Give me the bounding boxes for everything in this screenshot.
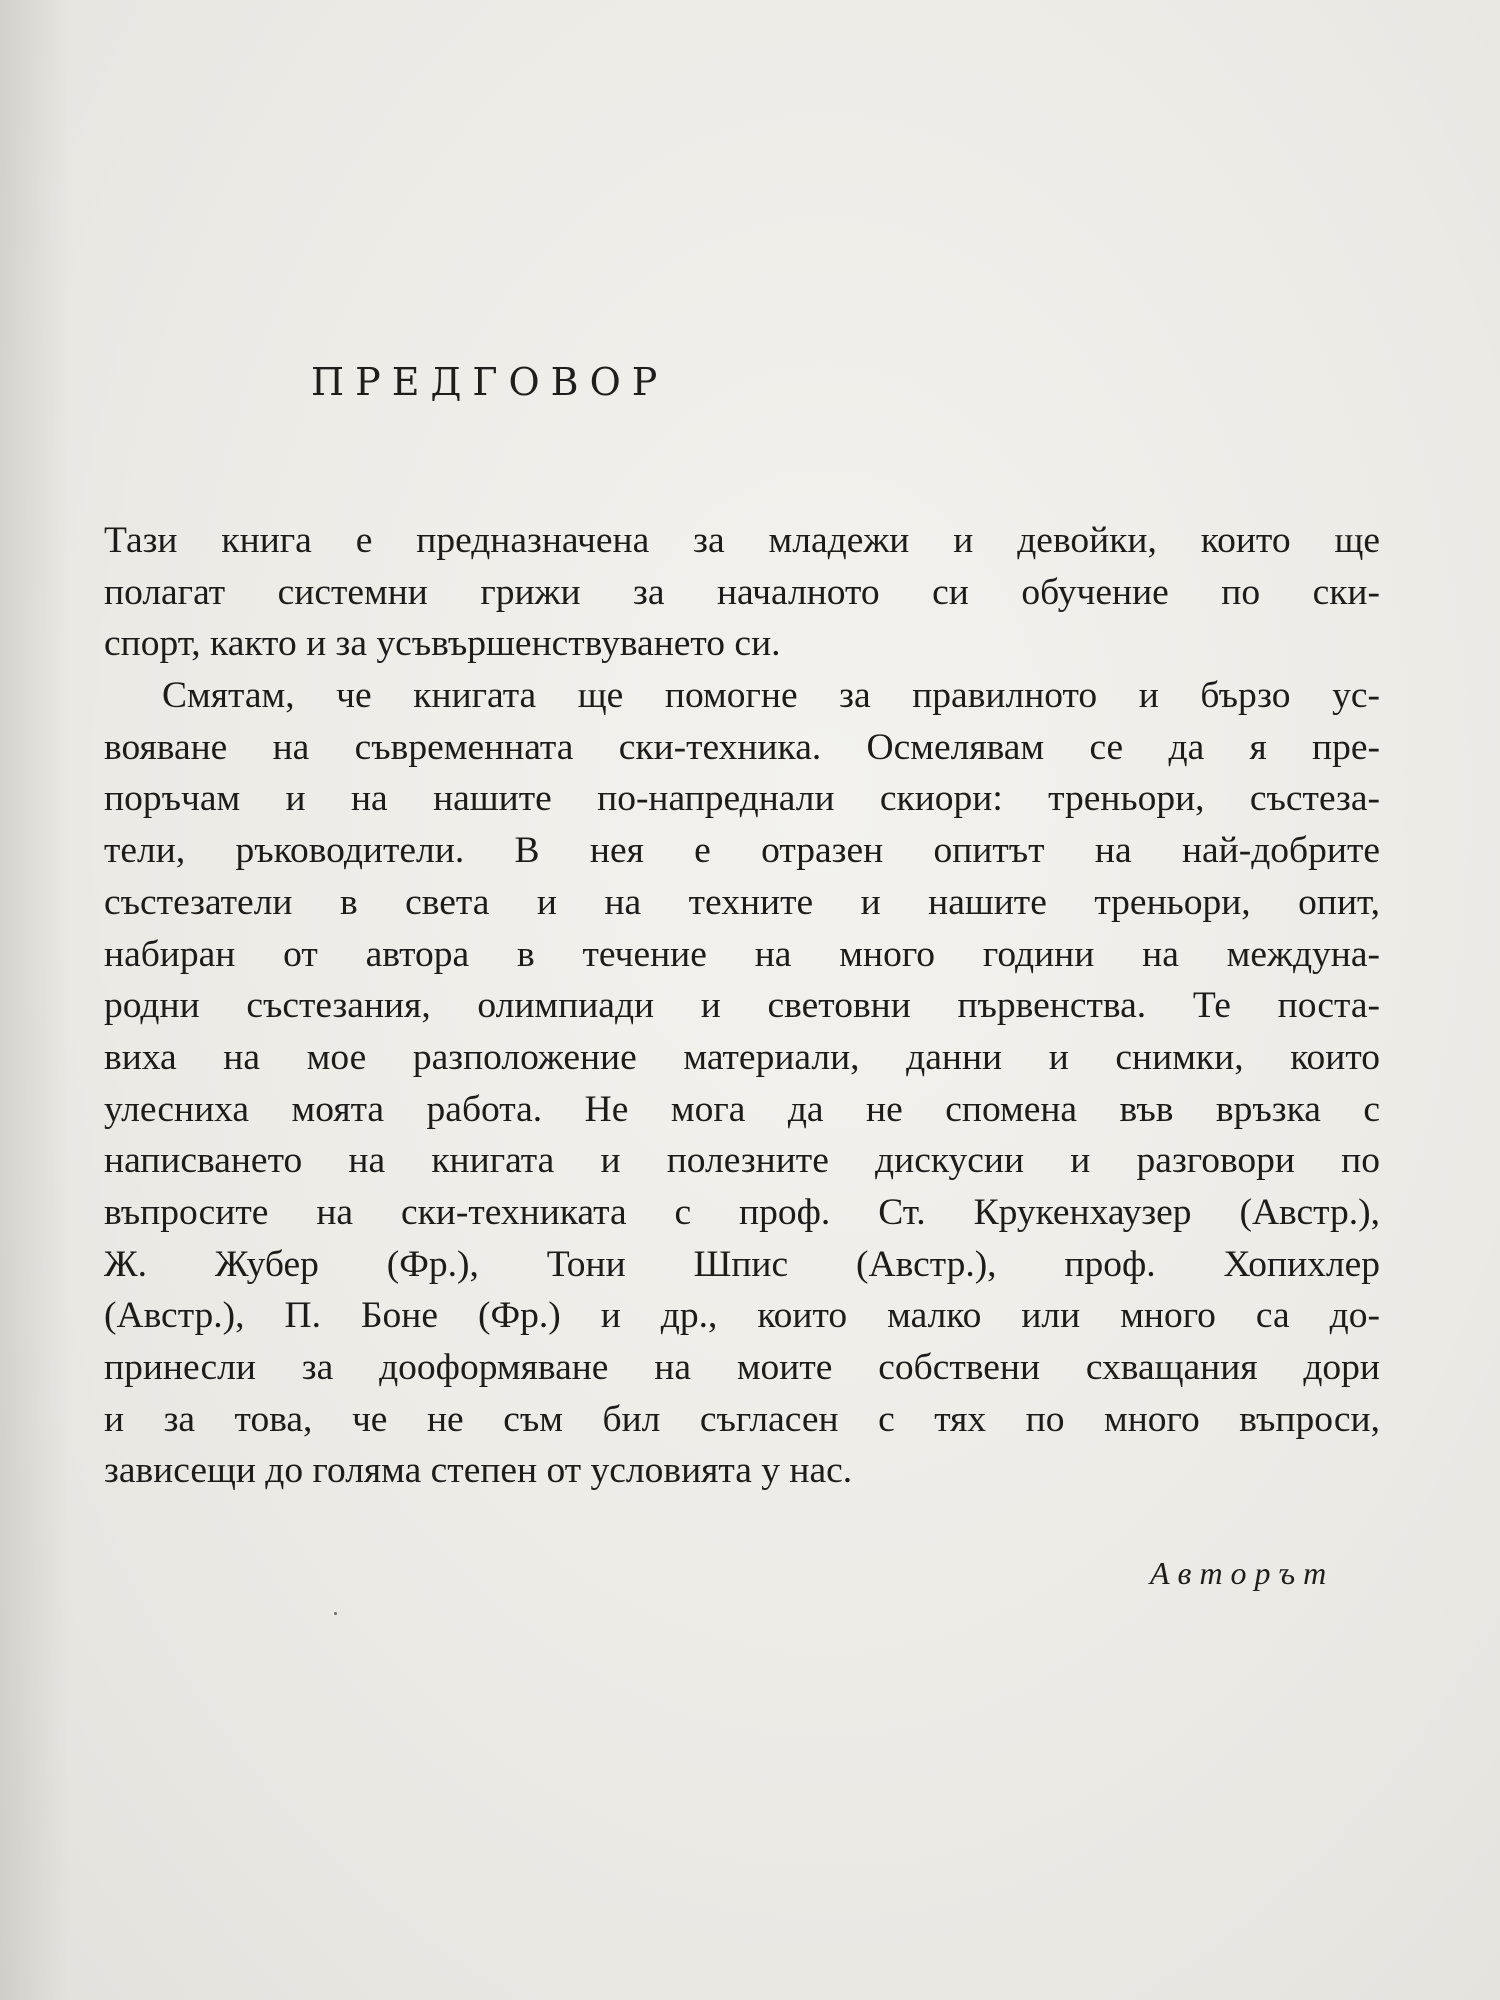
text-line: поръчам и на нашите по-напреднали скиори: треньори, състеза- <box>104 778 1380 820</box>
text-line: полагат системни грижи за началното си обучение по ски- <box>104 571 1380 613</box>
print-speck <box>334 1612 337 1615</box>
page-binding-shadow <box>0 0 70 2000</box>
preface-body <box>104 515 1380 1497</box>
text-line: и за това, че не съм бил съгласен с тях по много въпроси, <box>104 1398 1380 1440</box>
text-line: Ж. Жубер (Фр.), Тони Шпис (Австр.), проф. Хопихлер <box>104 1243 1380 1285</box>
text-line: зависещи до голяма степен от условията у нас. <box>104 1450 853 1492</box>
text-line: Тази книга е предназначена за младежи и девойки, които ще <box>104 520 1380 561</box>
page-title: ПРЕДГОВОР <box>311 360 669 404</box>
text-line: виха на мое разположение материали, данни и снимки, които <box>104 1036 1380 1078</box>
text-line: въпросите на ски-техниката с проф. Ст. Крукенхаузер (Австр.), <box>104 1191 1380 1233</box>
text-line: състезатели в света и на техните и нашите треньори, опит, <box>104 881 1380 923</box>
text-line: набиран от автора в течение на много години на междуна- <box>104 933 1380 975</box>
author-signature: Авторът <box>1150 1555 1335 1591</box>
text-line: (Австр.), П. Боне (Фр.) и др., които малко или много са до- <box>104 1295 1380 1337</box>
text-line: принесли за дооформяване на моите собствени схващания дори <box>104 1347 1380 1388</box>
text-line: спорт, както и за усъвършенствуването си. <box>104 623 781 665</box>
text-line: родни състезания, олимпиади и световни първенства. Те поста- <box>104 985 1380 1027</box>
text-line: улесниха моята работа. Не мога да не спомена във връзка с <box>104 1088 1380 1130</box>
text-line: вояване на съвременната ски-техника. Осмелявам се да я пре- <box>104 726 1380 768</box>
text-line: написването на книгата и полезните дискусии и разговори по <box>104 1140 1380 1182</box>
text-line: тели, ръководители. В нея е отразен опитът на най-добрите <box>104 830 1380 872</box>
text-line: Смятам, че книгата ще помогне за правилното и бързо ус- <box>162 675 1380 717</box>
